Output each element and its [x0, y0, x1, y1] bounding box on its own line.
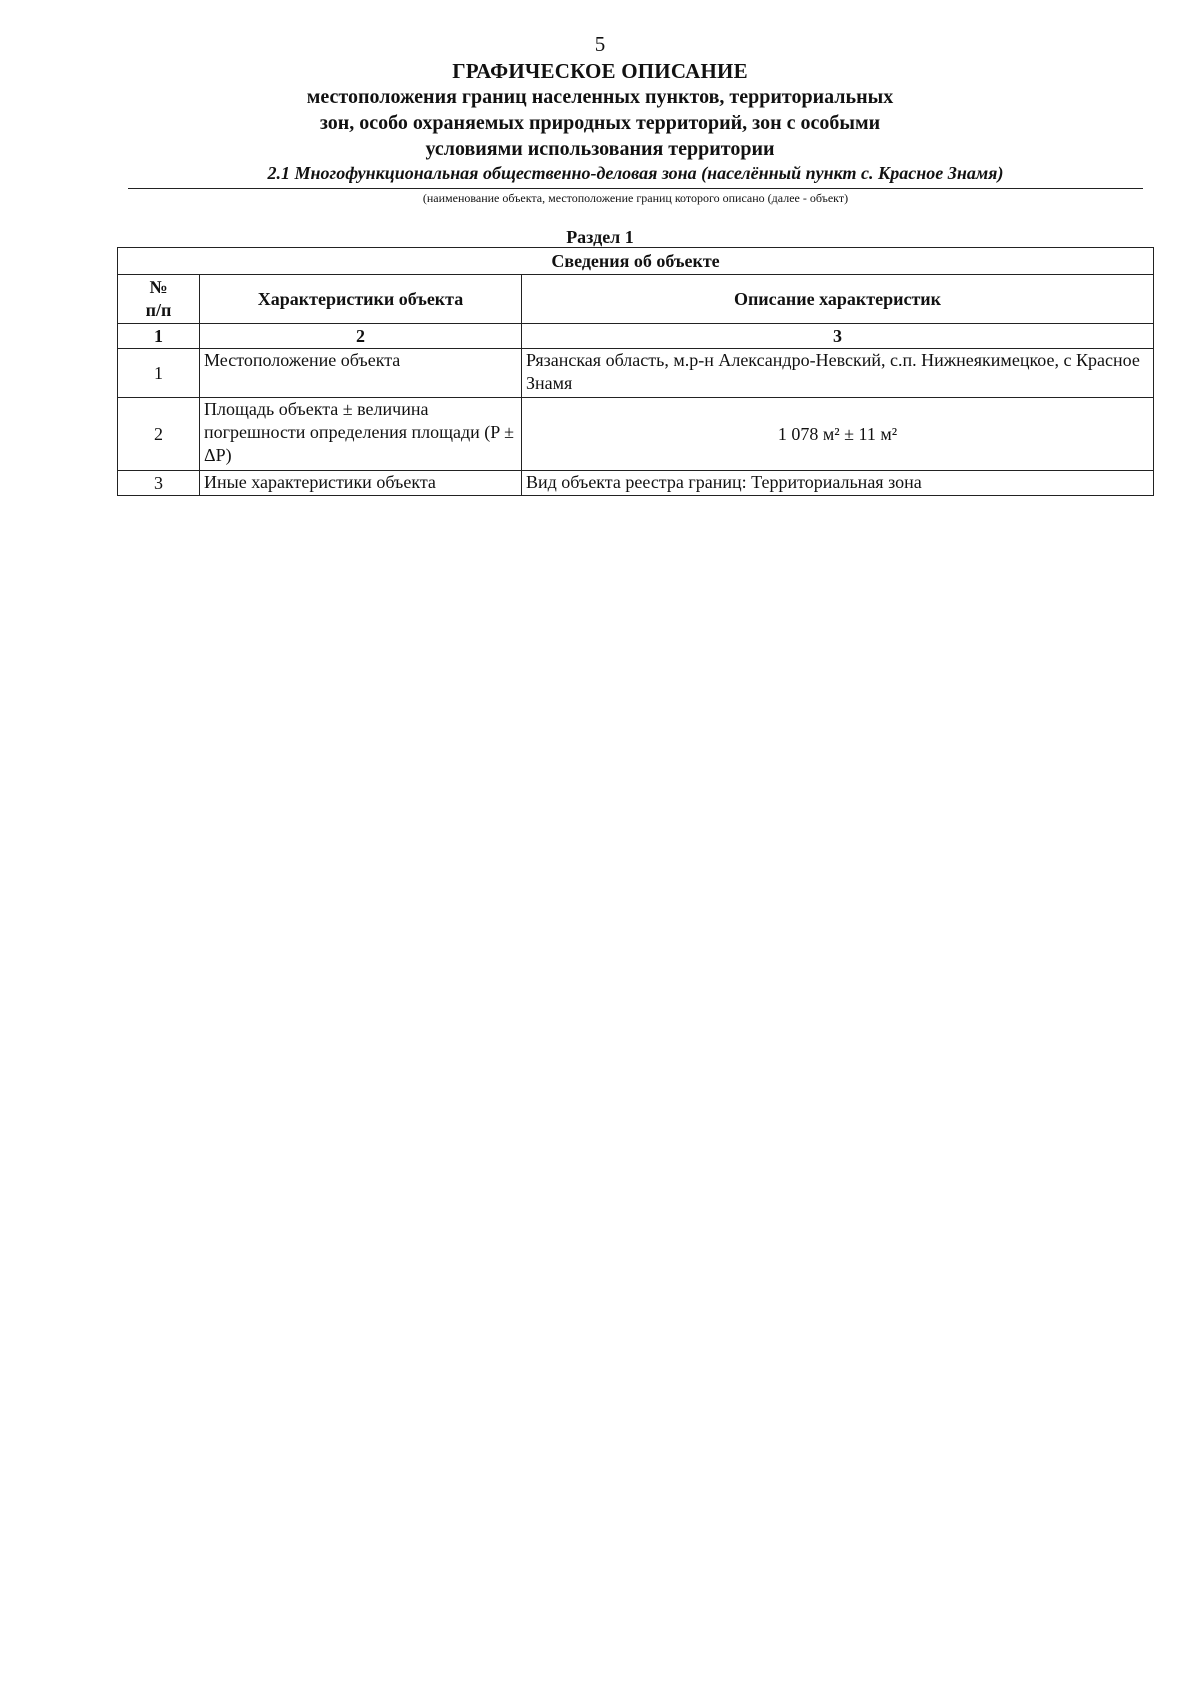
- document-subtitle-line-2: зон, особо охраняемых природных территорий, зон с особыми: [319, 112, 881, 134]
- column-number-2: 2: [200, 324, 522, 349]
- row-num: 1: [118, 349, 200, 398]
- table-caption-row: [118, 248, 1154, 275]
- row-description: 1 078 м² ± 11 м²: [522, 398, 1154, 471]
- row-num: 2: [118, 398, 200, 471]
- header-num-line-2: п/п: [145, 300, 172, 320]
- table-column-numbers-row: [118, 324, 1154, 349]
- row-description: Вид объекта реестра границ: Территориальная зона: [522, 471, 1154, 496]
- table-row: [118, 471, 1154, 496]
- document-subtitle-line-1: местоположения границ населенных пунктов, территориальных: [306, 86, 894, 108]
- table-row: [118, 398, 1154, 471]
- row-characteristic: Площадь объекта ± величина погрешности определения площади (P ± ΔP): [200, 398, 522, 471]
- row-num: 3: [118, 471, 200, 496]
- header-num: [118, 275, 200, 324]
- header-description: Описание характеристик: [522, 275, 1154, 324]
- row-characteristic: Иные характеристики объекта: [200, 471, 522, 496]
- object-name-underline: [128, 188, 1143, 189]
- column-number-1: 1: [118, 324, 200, 349]
- section-title: Раздел 1: [566, 227, 634, 247]
- row-characteristic: Местоположение объекта: [200, 349, 522, 398]
- page-number: 5: [594, 32, 606, 56]
- document-title: ГРАФИЧЕСКОЕ ОПИСАНИЕ: [452, 59, 748, 83]
- header-num-line-1: №: [149, 277, 168, 297]
- object-name-caption: (наименование объекта, местоположение границ которого описано (далее - объект): [422, 191, 849, 205]
- table-caption: Сведения об объекте: [118, 248, 1154, 275]
- table-row: [118, 349, 1154, 398]
- document-header: [0, 58, 1200, 162]
- header-characteristic: Характеристики объекта: [200, 275, 522, 324]
- table-header-row: [118, 275, 1154, 324]
- row-description: Рязанская область, м.р-н Александро-Невский, с.п. Нижнеякимецкое, с Красное Знамя: [522, 349, 1154, 398]
- object-name: 2.1 Многофункциональная общественно-деловая зона (населённый пункт с. Красное Знамя): [267, 163, 1004, 183]
- column-number-3: 3: [522, 324, 1154, 349]
- document-subtitle-line-3: условиями использования территории: [425, 138, 775, 160]
- object-info-table: [117, 247, 1154, 496]
